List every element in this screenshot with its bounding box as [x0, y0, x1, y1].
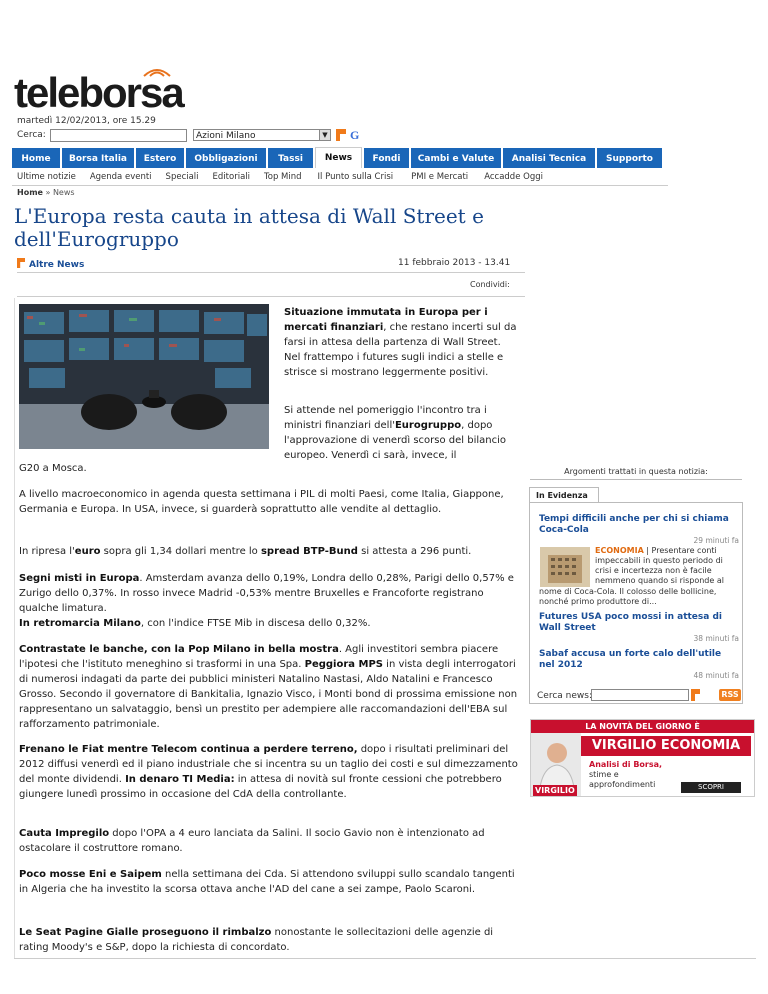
divider: [17, 296, 525, 297]
subnav-item-speciali[interactable]: Speciali: [165, 171, 199, 182]
ad-person-image: [531, 733, 581, 796]
divider: [530, 479, 742, 480]
ad-top-text: LA NOVITÀ DEL GIORNO È: [531, 720, 754, 733]
ad-headline: VIRGILIO ECONOMIA: [581, 736, 751, 756]
search-label: Cerca:: [17, 130, 46, 140]
article-paragraph: Cauta Impregilo dopo l'OPA a 4 euro lanciata da Salini. Il socio Gavio non è intenzionato ad ostacolare il costruttore romano.: [19, 828, 485, 854]
breadcrumb: [17, 188, 75, 197]
article-paragraph: Contrastate le banche, con la Pop Milano in bella mostra. Agli investitori sembra piacere l'ipotesi che l'istituto meneghino si trasformi in una Spa. Peggiora MPS in vista degli interrogatori di numerosi indagati da parte dei pubblici ministeri Natalino Nastasi, Aldo Natalini e Francesco Grosso. Secondo il governatore di Bankitalia, Ignazio Visco, i Monti bond di prossima emissione non rappresentano un salvataggio, bensì un prestito per adempiere alle raccomandazioni dell'EBA sul rafforzamento patrimoniale.: [19, 644, 518, 730]
news-time: 48 minuti fa: [693, 671, 739, 680]
news-thumbnail[interactable]: [540, 547, 590, 587]
building-thumbnail-image: [540, 547, 590, 587]
tab-home[interactable]: Home: [12, 148, 60, 168]
article-date: 11 febbraio 2013 - 13.41: [398, 258, 511, 268]
news-excerpt-cont: nome di Coca-Cola. Il colosso delle bollicine, nonché primo produttore di...: [539, 587, 717, 606]
chevron-down-icon: ▼: [319, 130, 330, 140]
altre-news-link[interactable]: [17, 258, 84, 270]
category-label[interactable]: ECONOMIA: [595, 546, 644, 555]
breadcrumb-current[interactable]: News: [52, 188, 75, 197]
altre-news-label: Altre News: [29, 260, 85, 270]
news-time: 29 minuti fa: [693, 536, 739, 545]
ad-subtext: Analisi di Borsa, stime e approfondimenti: [589, 760, 663, 789]
topics-label: Argomenti trattati in questa notizia:: [564, 467, 708, 476]
subnav-item-pmi-e-mercati[interactable]: PMI e Mercati: [411, 171, 469, 182]
logo-signal-icon: [140, 66, 174, 78]
tab-obbligazioni[interactable]: Obbligazioni: [186, 148, 266, 168]
tab-tassi[interactable]: Tassi: [268, 148, 313, 168]
subnav-item-il-punto-sulla-crisi[interactable]: Il Punto sulla Crisi: [317, 171, 394, 182]
share-label: Condividi:: [470, 280, 510, 289]
rss-button[interactable]: RSS: [719, 689, 741, 701]
subnav-item-ultime-notizie[interactable]: Ultime notizie: [17, 171, 76, 182]
main-nav: [12, 148, 664, 168]
market-select-value: Azioni Milano: [196, 131, 256, 141]
tab-estero[interactable]: Estero: [136, 148, 184, 168]
article-paragraph: Frenano le Fiat mentre Telecom continua a perdere terreno, dopo i risultati preliminari del 2012 diffusi venerdì ed il piano industriale che si incentra su un taglio dei costi e sul dimezzamento del monte dividendi. In denaro TI Media: in attesa di novità sul fronte cessioni che potrebbero giungere lunedì prossimo in occasione del CdA della controllante.: [19, 744, 518, 800]
bullet-icon: [17, 258, 25, 268]
tab-borsa-italia[interactable]: Borsa Italia: [62, 148, 134, 168]
tab-supporto[interactable]: Supporto: [597, 148, 662, 168]
virgilio-ad-banner[interactable]: [530, 719, 755, 797]
sub-nav: [12, 168, 668, 186]
news-link[interactable]: Futures USA poco mossi in attesa di Wall Street: [539, 612, 723, 633]
news-search-input[interactable]: [591, 689, 689, 701]
trading-room-image: [19, 304, 269, 449]
search-go-icon[interactable]: [336, 129, 346, 141]
logo-text: teleborsa: [14, 69, 183, 116]
market-select[interactable]: [193, 129, 331, 141]
header-date: martedì 12/02/2013, ore 15.29: [17, 116, 156, 126]
google-search-icon[interactable]: G: [350, 128, 360, 142]
breadcrumb-home[interactable]: Home: [17, 188, 43, 197]
tab-analisi-tecnica[interactable]: Analisi Tecnica: [503, 148, 595, 168]
article-paragraph: Poco mosse Eni e Saipem nella settimana dei Cda. Si attendono sviluppi sullo scandalo tangenti in Algeria che ha investito la scorsa ottava anche l'AD del cane a sei zampe, Paolo Scaroni.: [19, 869, 515, 895]
teleborsa-logo[interactable]: [14, 69, 204, 116]
search-go-icon[interactable]: [691, 689, 700, 701]
news-link[interactable]: Sabaf accusa un forte calo dell'utile nel 2012: [539, 649, 722, 670]
divider: [14, 958, 756, 959]
news-excerpt: ECONOMIA | Presentare conti impeccabili in questo periodo di crisi e incertezza non è facile nemmeno quando si risponde al: [595, 546, 724, 585]
news-time: 38 minuti fa: [693, 634, 739, 643]
subnav-item-agenda-eventi[interactable]: Agenda eventi: [89, 171, 152, 182]
ad-brand: VIRGILIO: [535, 786, 575, 795]
article-paragraph: Situazione immutata in Europa per i mercati finanziari, che restano incerti sul da farsi in attesa della partenza di Wall Street. Nel frattempo i futures sugli indici a stelle e strisce si mostrano leggermente positivi.: [284, 307, 517, 378]
article-paragraph: A livello macroeconomico in agenda questa settimana i PIL di molti Paesi, come Italia, Giappone, Germania e Europa. In USA, invece, si guarderà soprattutto alle vendite al dettaglio.: [19, 489, 504, 515]
breadcrumb-sep: »: [42, 188, 53, 197]
ad-scopri-button[interactable]: SCOPRI: [681, 782, 741, 793]
search-input[interactable]: [50, 129, 187, 142]
article-paragraph: Segni misti in Europa. Amsterdam avanza dello 0,19%, Londra dello 0,28%, Parigi dello 0,57% e Zurigo dello 0,37%. In rosso invece Madrid -0,53% mentre Bruxelles e Francoforte registrano qualche limatura. In retromarcia Milano, con l'indice FTSE Mib in discesa dello 0,32%.: [19, 573, 514, 629]
subnav-item-editoriali[interactable]: Editoriali: [212, 171, 250, 182]
subnav-item-top-mind[interactable]: Top Mind: [264, 171, 302, 182]
divider: [17, 272, 525, 273]
news-search-label: Cerca news:: [537, 691, 592, 701]
page-title: L'Europa resta cauta in attesa di Wall Street e dell'Eurogruppo: [14, 204, 484, 251]
subnav-item-accadde-oggi[interactable]: Accadde Oggi: [484, 171, 543, 182]
tab-in-evidenza[interactable]: In Evidenza: [529, 487, 599, 502]
article-paragraph: Le Seat Pagine Gialle proseguono il rimbalzo nonostante le sollecitazioni delle agenzie di rating Moody's e S&P, dopo la richiesta di concordato.: [19, 927, 494, 953]
article-paragraph: Si attende nel pomeriggio l'incontro tra i ministri finanziari dell'Eurogruppo, dopo l'approvazione di venerdì scorso del bilancio europeo. Venerdì ci sarà, invece, il: [284, 405, 506, 461]
article-photo: [19, 304, 269, 449]
tab-fondi[interactable]: Fondi: [364, 148, 409, 168]
news-link[interactable]: Tempi difficili anche per chi si chiama Coca-Cola: [539, 514, 729, 535]
tab-cambi-e-valute[interactable]: Cambi e Valute: [411, 148, 501, 168]
tab-news[interactable]: News: [315, 147, 362, 168]
article-paragraph: In ripresa l'euro sopra gli 1,34 dollari mentre lo spread BTP-Bund si attesta a 296 punti.: [19, 546, 472, 557]
article-paragraph: G20 a Mosca.: [19, 463, 87, 474]
